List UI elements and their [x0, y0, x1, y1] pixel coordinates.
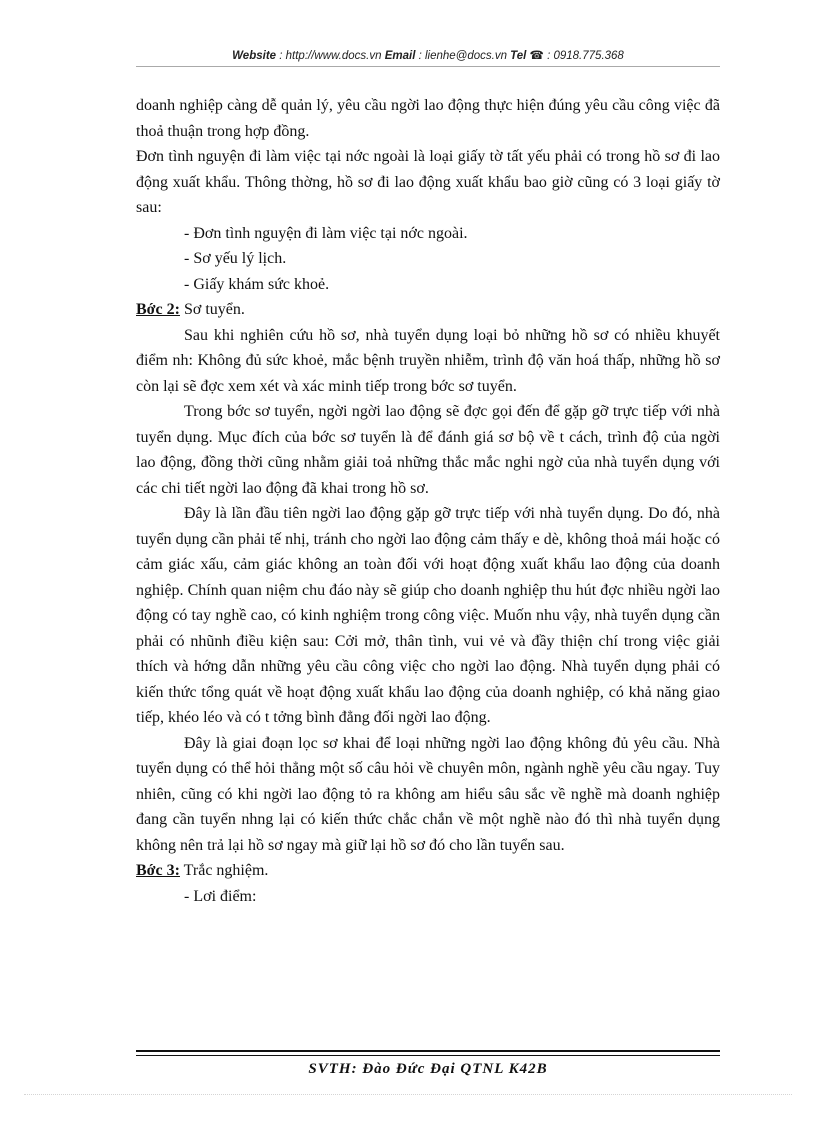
list-item: - Lơi điểm: [184, 887, 257, 905]
page-footer: SVTH: Đào Đức Đại QTNL K42B [308, 1061, 548, 1077]
list-item: - Giấy khám sức khoẻ. [184, 275, 330, 293]
header-tel-label: Tel ☎ [510, 50, 544, 62]
step-3-heading [136, 858, 720, 884]
footer-divider-thin [136, 1055, 720, 1056]
paragraph-1: doanh nghiệp càng dễ quản lý, yêu cầu ngời lao động thực hiện đúng yêu cầu công việc đã thoả thuận trong hợp đồng. [136, 97, 720, 140]
list-item: - Sơ yếu lý lịch. [184, 250, 287, 267]
header-email-label: Email [384, 50, 416, 62]
step-3-title: Trắc nghiệm. [179, 862, 269, 879]
header-website-label: Website [232, 50, 277, 62]
header-divider [136, 66, 720, 67]
page-header [136, 48, 720, 62]
step-3-label: Bớc 3: [136, 862, 180, 879]
paragraph-5: Đây là lần đầu tiên ngời lao động gặp gỡ trực tiếp với nhà tuyển dụng. Do đó, nhà tuyển dụng cần phải tế nhị, tránh cho ngời lao động cảm thấy e dè, không thoả mái hoặc có cảm giác xấu, cảm giác không an toàn đối với hoạt động xuất khẩu lao động của doanh nghiệp. Chính quan niệm chu đáo này sẽ giúp cho doanh nghiệp thu hút đợc nhiều ngời lao động có tay nghề cao, có kinh nghiệm trong công việc. Muốn nhu vậy, nhà tuyển dụng cần phải có nhũnh điều kiện sau: Cởi mở, thân tình, vui vẻ và đầy thiện chí trong việc giải thích và hớng dẫn những yêu cầu công việc cho ngời lao động. Nhà tuyển dụng phải có kiến thức tổng quát về hoạt động xuất khẩu lao động của doanh nghiệp, có khả năng giao tiếp, khéo léo và có t tởng bình đẳng đối ngời lao động. [136, 505, 720, 726]
paragraph-6: Đây là giai đoạn lọc sơ khai để loại những ngời lao động không đủ yêu cầu. Nhà tuyển dụng có thể hỏi thẳng một số câu hỏi về chuyên môn, ngành nghề yêu cầu ngay. Tuy nhiên, cũng có khi ngời lao động tỏ ra không am hiểu sâu sắc về nghề mà doanh nghiệp đang cần tuyển nhng lại có kiến thức chắc chắn về một nghề nào đó thì nhà tuyển dụng không nên trả lại hồ sơ ngay mà giữ lại hồ sơ đó cho lần tuyển sau. [136, 734, 720, 854]
step-2-title: Sơ tuyển. [179, 301, 245, 318]
header-email-value: : lienhe@docs.vn [415, 50, 511, 62]
paragraph-3: Sau khi nghiên cứu hồ sơ, nhà tuyển dụng loại bỏ những hồ sơ có nhiều khuyết điểm nh: Không đủ sức khoẻ, mắc bệnh truyền nhiễm, trình độ văn hoá thấp, những hồ sơ còn lại sẽ đợc xem xét và xác minh tiếp trong bớc sơ tuyển. [136, 326, 720, 395]
list-item: - Đơn tình nguyện đi làm việc tại nớc ngoài. [184, 224, 468, 242]
page-edge-line [24, 1094, 792, 1095]
header-website-value: : http://www.docs.vn [276, 50, 385, 62]
paragraph-2: Đơn tình nguyện đi làm việc tại nớc ngoài là loại giấy tờ tất yếu phải có trong hồ sơ đi lao động xuất khẩu. Thông thờng, hồ sơ đi lao động xuất khẩu bao giờ cũng có 3 loại giấy tờ sau: [136, 148, 720, 216]
document-body [136, 93, 720, 909]
header-tel-value: : 0918.775.368 [543, 50, 624, 62]
paragraph-4: Trong bớc sơ tuyển, ngời ngời lao động sẽ đợc gọi đến để gặp gỡ trực tiếp với nhà tuyển dụng. Mục đích của bớc sơ tuyển là để đánh giá sơ bộ về t cách, trình độ của ngời lao động, đồng thời cũng nhằm giải toả những thắc mắc nghi ngờ của nhà tuyển dụng với các chi tiết ngời lao động đã khai trong hồ sơ. [136, 403, 720, 497]
footer-divider-thick [136, 1050, 720, 1052]
step-2-label: Bớc 2: [136, 301, 180, 318]
step-2-heading [136, 297, 720, 323]
